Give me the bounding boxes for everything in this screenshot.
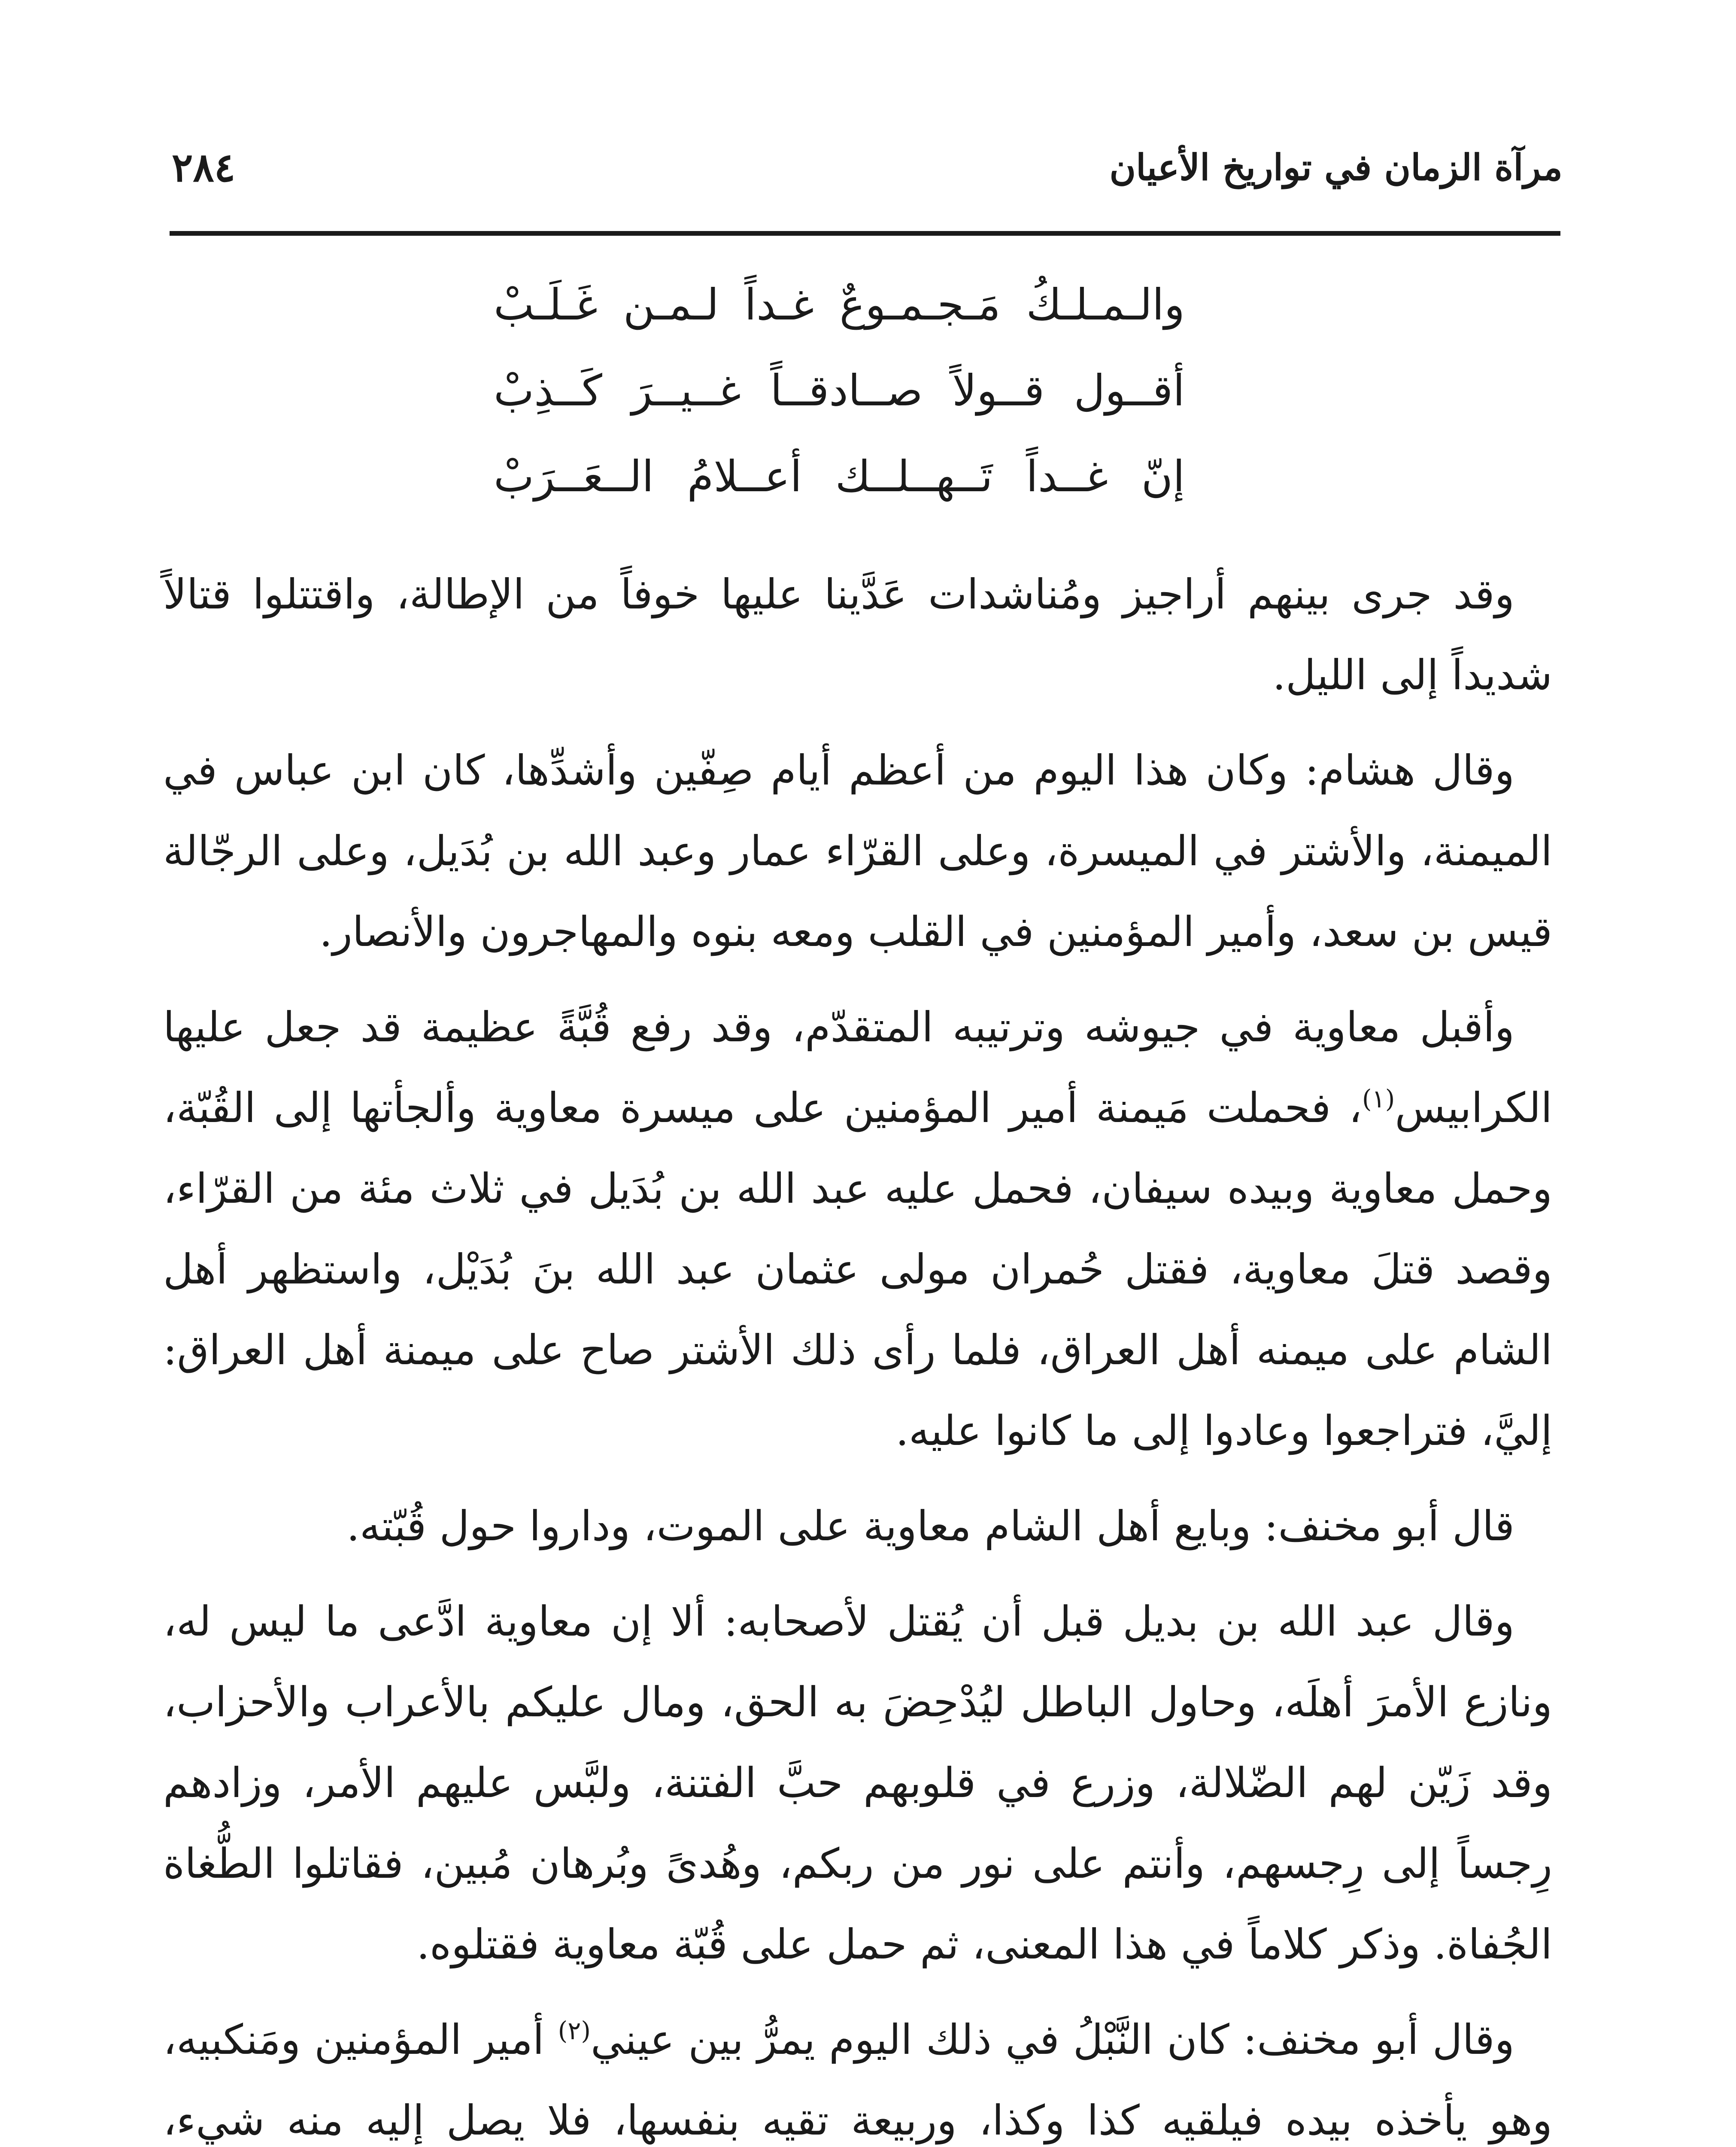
paragraph [163, 1581, 1552, 1985]
footnote-marker: (١) [1362, 1084, 1395, 1113]
paragraph-text: وقال أبو مخنف: كان النَّبْلُ في ذلك اليوم يمرُّ بين عيني [591, 2016, 1515, 2064]
verse-line: أقــول قــولاً صــادقــاً غــيــرَ كَــذِبْ [494, 365, 1185, 416]
page-number: ٢٨٤ [172, 144, 236, 191]
header-rule [170, 231, 1560, 236]
paragraph-text: وأقبل معاوية في جيوشه وترتيبه المتقدّم، وقد رفع قُبَّةً عظيمة قد جعل عليها الكرابيس [163, 1003, 1552, 1132]
verse-line: والـمـلـكُ مَـجـمـوعٌ غـداً لـمـن غَـلَـبْ [494, 280, 1185, 330]
footnote-marker: (٢) [558, 2016, 591, 2045]
paragraph [163, 1999, 1552, 2147]
paragraph [163, 987, 1552, 1471]
paragraph-text: وقد جرى بينهم أراجيز ومُناشدات عَدَّينا عليها خوفاً من الإطالة، واقتتلوا قتالاً شديداً إلى الليل. [163, 570, 1552, 699]
paragraph-text: وقال عبد الله بن بديل قبل أن يُقتل لأصحابه: ألا إن معاوية ادَّعى ما ليس له، ونازع الأمرَ أهلَه، وحاول الباطل ليُدْحِضَ به الحق، ومال عليكم بالأعراب والأحزاب، وقد زَيّن لهم الضّلالة، وزرع في قلوبهم حبَّ الفتنة، ولبَّس عليهم الأمر، وزادهم رِجساً إلى رِجسهم، وأنتم على نور من ربكم، وهُدىً وبُرهان مُبين، فقاتلوا الطُّغاة الجُفاة. وذكر كلاماً في هذا المعنى، ثم حمل على قُبّة معاوية فقتلوه. [163, 1597, 1553, 1968]
verse-line: إنّ غــداً تَــهــلــك أعــلامُ الــعَــرَبْ [494, 451, 1185, 502]
paragraph-text: قال أبو مخنف: وبايع أهل الشام معاوية على الموت، وداروا حول قُبّته. [346, 1502, 1514, 1550]
book-title: مرآة الزمان في تواريخ الأعيان [1109, 146, 1563, 189]
paragraph [163, 554, 1552, 715]
paragraph [163, 730, 1552, 972]
paragraph [163, 1486, 1552, 1566]
paragraph-text: أمير المؤمنين ومَنكبيه، وهو يأخذه بيده فيلقيه كذا وكذا، وربيعة تقيه بنفسها، فلا يصل إليه منه شيء، [163, 2016, 1553, 2144]
paragraph-text: ، فحملت مَيمنة أمير المؤمنين على ميسرة معاوية وألجأتها إلى القُبّة، وحمل معاوية وبيده سيفان، فحمل عليه عبد الله بن بُدَيل في ثلاث مئة من القرّاء، وقصد قتلَ معاوية، فقتل حُمران مولى عثمان عبد الله بنَ بُدَيْل، واستظهر أهل الشام على ميمنه أهل العراق، فلما رأى ذلك الأشتر صاح على ميمنة أهل العراق: إليَّ، فتراجعوا وعادوا إلى ما كانوا عليه. [163, 1084, 1553, 1455]
running-header [172, 137, 1563, 198]
paragraph-text: وقال هشام: وكان هذا اليوم من أعظم أيام صِفّين وأشدِّها، كان ابن عباس في الميمنة، والأشتر في الميسرة، وعلى القرّاء عمار وعبد الله بن بُدَيل، وعلى الرجّالة قيس بن سعد، وأمير المؤمنين في القلب ومعه بنوه والمهاجرون والأنصار. [163, 746, 1552, 956]
poem-verses [494, 262, 1185, 520]
body-text [163, 554, 1552, 2147]
